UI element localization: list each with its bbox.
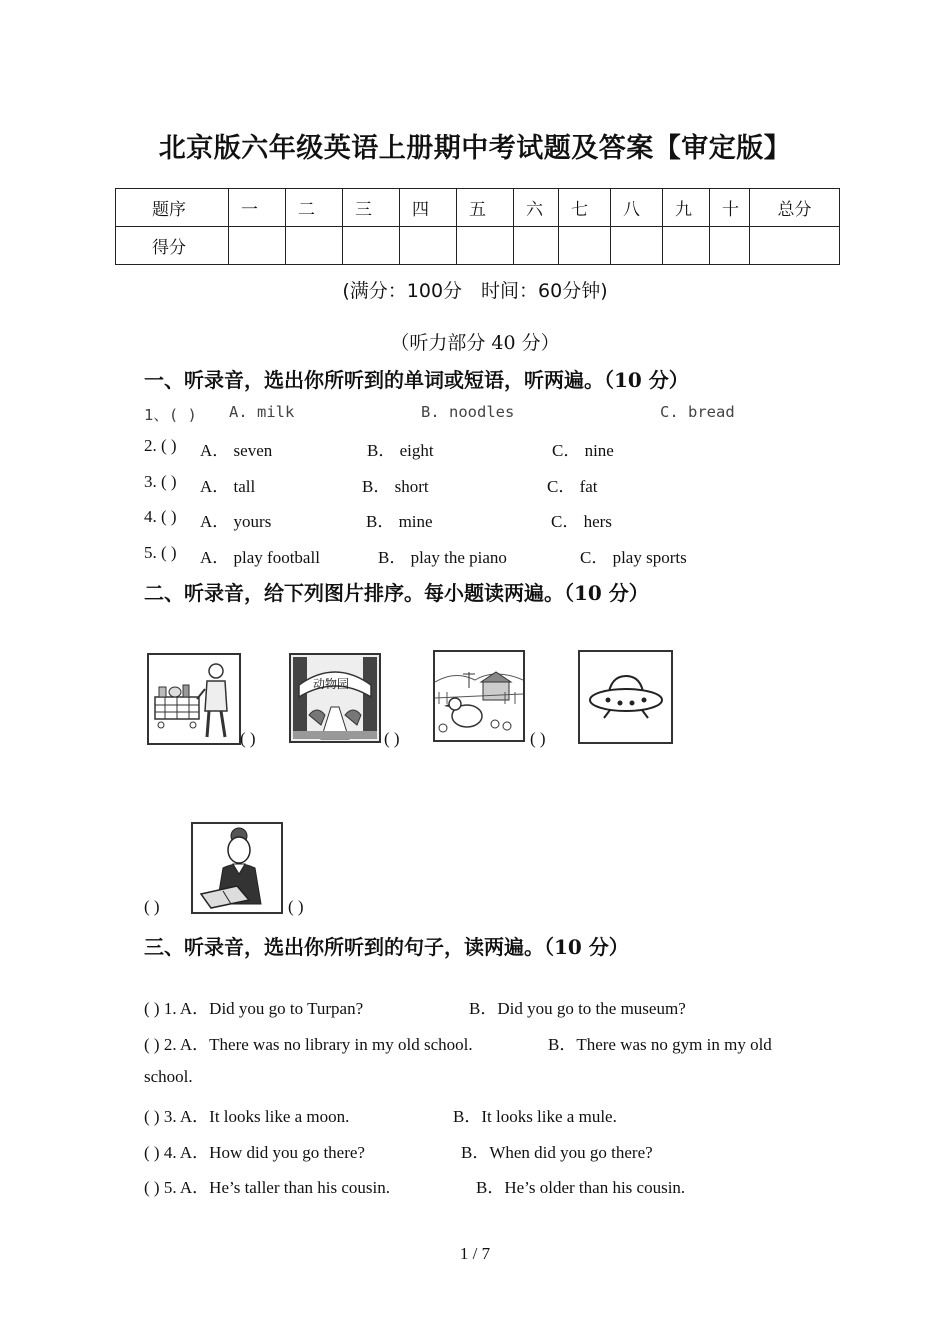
score-table-score-row <box>116 227 840 265</box>
shopping-cart-icon <box>149 655 239 743</box>
score-cell[interactable] <box>400 227 457 265</box>
teacher-icon <box>193 824 281 912</box>
score-cell[interactable] <box>514 227 559 265</box>
page-number: 1 / 7 <box>459 1244 491 1263</box>
section2-title: 二、听录音，给下列图片排序。每小题读两遍。（10 分） <box>144 581 649 605</box>
table-header-cell: 七 <box>559 189 611 227</box>
answer-blank[interactable]: ( ) <box>288 897 304 916</box>
shopping-picture <box>147 653 241 745</box>
section3-title: 三、听录音，选出你所听到的句子，读两遍。（10 分） <box>144 935 629 959</box>
teacher-picture <box>191 822 283 914</box>
listening-part-heading: （听力部分 40 分） <box>390 332 560 354</box>
option-b: B．There was no gym in my old <box>548 1035 772 1054</box>
option-c: C． play sports <box>580 548 687 567</box>
ufo-icon <box>580 652 671 742</box>
score-cell[interactable] <box>663 227 710 265</box>
option-a: A． seven <box>200 441 273 460</box>
option-a: ( ) 2. A．There was no library in my old school. <box>144 1035 473 1054</box>
table-header-cell: 六 <box>514 189 559 227</box>
option-b: B. noodles <box>421 403 515 421</box>
table-header-cell: 十 <box>710 189 750 227</box>
exam-info: (满分：100分 时间：60分钟) <box>342 280 608 302</box>
answer-blank[interactable]: ( ) <box>384 729 400 748</box>
option-a: ( ) 5. A．He’s taller than his cousin. <box>144 1178 390 1197</box>
table-header-cell: 四 <box>400 189 457 227</box>
option-c: C． nine <box>552 441 614 460</box>
option-b: B．It looks like a mule. <box>453 1107 617 1126</box>
table-header-cell: 九 <box>663 189 710 227</box>
score-cell[interactable] <box>457 227 514 265</box>
table-header-cell: 五 <box>457 189 514 227</box>
farm-picture <box>433 650 525 742</box>
table-header-cell: 八 <box>611 189 663 227</box>
question-number: 3. ( ) <box>144 472 177 491</box>
section1-title: 一、听录音，选出你所听到的单词或短语，听两遍。（10 分） <box>144 368 689 392</box>
score-cell[interactable] <box>343 227 400 265</box>
score-table-header-row <box>116 189 840 227</box>
zoo-picture <box>289 653 381 743</box>
option-b-continuation: school. <box>144 1067 193 1086</box>
option-a: A. milk <box>229 403 295 421</box>
score-cell[interactable] <box>611 227 663 265</box>
answer-blank[interactable]: ( ) <box>530 729 546 748</box>
option-a: A． play football <box>200 548 320 567</box>
score-cell[interactable] <box>229 227 286 265</box>
table-header-cell: 三 <box>343 189 400 227</box>
option-b: B．He’s older than his cousin. <box>476 1178 686 1197</box>
question-number: 2. ( ) <box>144 436 177 455</box>
score-row-label: 得分 <box>116 227 229 265</box>
option-a: ( ) 1. A．Did you go to Turpan? <box>144 999 364 1018</box>
question-number: 5. ( ) <box>144 543 177 562</box>
score-cell[interactable] <box>559 227 611 265</box>
option-c: C． hers <box>551 512 612 531</box>
table-header-cell: 总分 <box>750 189 840 227</box>
answer-blank[interactable]: ( ) <box>144 897 160 916</box>
page-title: 北京版六年级英语上册期中考试题及答案【审定版】 <box>158 133 792 164</box>
option-c: C. bread <box>660 403 735 421</box>
option-a: ( ) 4. A．How did you go there? <box>144 1143 365 1162</box>
answer-blank[interactable]: ( ) <box>240 729 256 748</box>
score-cell[interactable] <box>710 227 750 265</box>
score-cell[interactable] <box>750 227 840 265</box>
option-a: ( ) 3. A．It looks like a moon. <box>144 1107 350 1126</box>
hen-icon <box>435 652 523 740</box>
option-b: B． eight <box>367 441 434 460</box>
option-b: B．Did you go to the museum? <box>469 999 686 1018</box>
option-b: B．When did you go there? <box>461 1143 653 1162</box>
zoo-sign: 动物园 <box>313 677 350 691</box>
option-a: A． yours <box>200 512 272 531</box>
option-b: B． mine <box>366 512 433 531</box>
table-header-cell: 二 <box>286 189 343 227</box>
option-b: B． play the piano <box>378 548 507 567</box>
table-header-cell: 题序 <box>116 189 229 227</box>
table-header-cell: 一 <box>229 189 286 227</box>
option-c: C． fat <box>547 477 598 496</box>
ufo-picture <box>578 650 673 744</box>
question-number: 4. ( ) <box>144 507 177 526</box>
option-a: A． tall <box>200 477 256 496</box>
question-number: 1、( ) <box>144 406 197 424</box>
score-cell[interactable] <box>286 227 343 265</box>
score-table <box>115 188 840 265</box>
option-b: B． short <box>362 477 429 496</box>
